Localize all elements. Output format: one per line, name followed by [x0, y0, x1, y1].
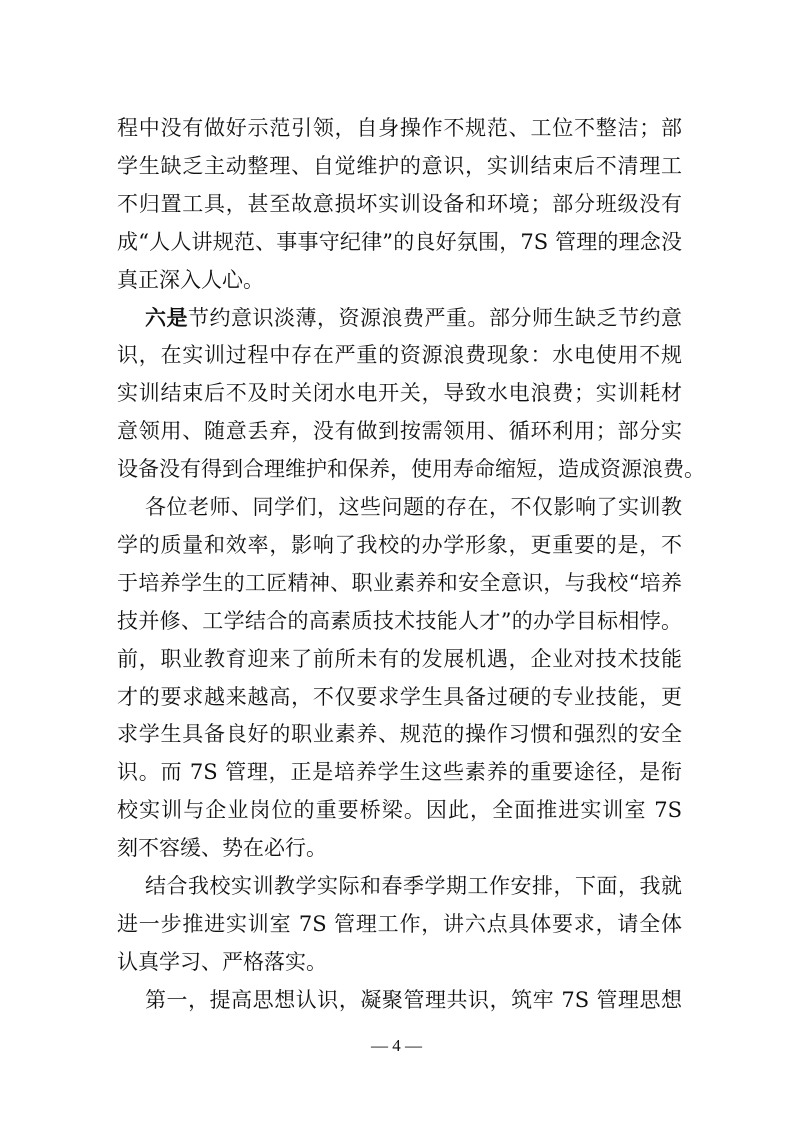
text-line [117, 829, 682, 867]
text-line [117, 678, 682, 716]
line-text: 学生缺乏主动整理、自觉维护的意识，实训结束后不清理工 [117, 153, 682, 178]
line-text: 前，职业教育迎来了前所未有的发展机遇，企业对技术技能 [117, 646, 682, 671]
line-text: 结合我校实训教学实际和春季学期工作安排，下面，我就 [145, 874, 682, 898]
text-line [117, 147, 682, 185]
text-line [145, 299, 682, 337]
line-text: 节约意识淡薄，资源浪费严重。部分师生缺乏节约意 [188, 305, 682, 330]
text-line [117, 526, 682, 564]
text-line [117, 412, 682, 450]
line-text: 成“人人讲规范、事事守纪律”的良好氛围，7S 管理的理念没 [117, 229, 682, 254]
text-line [145, 981, 682, 1019]
line-text: 设备没有得到合理维护和保养，使用寿命缩短，造成资源浪费。 [117, 457, 705, 482]
text-line [145, 488, 682, 526]
line-text: 各位老师、同学们，这些问题的存在，不仅影响了实训教 [145, 495, 682, 519]
text-line [117, 374, 682, 412]
page-number: — 4 — [371, 1036, 422, 1055]
text-line [117, 905, 682, 943]
line-text: 不归置工具，甚至故意损坏实训设备和环境；部分班级没有 [117, 191, 682, 216]
line-text: 实训结束后不及时关闭水电开关，导致水电浪费；实训耗材 [117, 381, 682, 406]
line-text: 第一，提高思想认识，凝聚管理共识，筑牢 7S 管理思想 [145, 987, 682, 1012]
line-text: 刻不容缓、势在必行。 [117, 836, 327, 861]
line-text: 校实训与企业岗位的重要桥梁。因此，全面推进实训室 7S [117, 798, 682, 823]
text-line [117, 715, 682, 753]
text-line [117, 109, 682, 147]
text-line [117, 753, 682, 791]
text-line [145, 867, 682, 905]
bold-lead: 六是 [145, 304, 188, 330]
line-text: 才的要求越来越高，不仅要求学生具备过硬的专业技能，更 [117, 684, 682, 709]
line-text: 技并修、工学结合的高素质技术技能人才”的办学目标相悖。 [117, 608, 682, 633]
text-line [117, 261, 682, 299]
text-line [117, 450, 705, 488]
line-text: 意领用、随意丢弃，没有做到按需领用、循环利用；部分实 [117, 419, 682, 444]
line-text: 求学生具备良好的职业素养、规范的操作习惯和强烈的安全 [117, 722, 682, 747]
text-line [117, 791, 682, 829]
text-line [117, 564, 682, 602]
text-line [117, 223, 682, 261]
text-line [117, 602, 682, 640]
text-line [117, 943, 682, 981]
line-text: 进一步推进实训室 7S 管理工作，讲六点具体要求，请全体 [117, 911, 682, 936]
text-line [117, 640, 682, 678]
text-line [117, 336, 682, 374]
line-text: 程中没有做好示范引领，自身操作不规范、工位不整洁；部 [117, 116, 682, 140]
text-line [117, 185, 682, 223]
line-text: 认真学习、严格落实。 [117, 949, 327, 974]
line-text: 真正深入人心。 [117, 267, 264, 292]
line-text: 学的质量和效率，影响了我校的办学形象，更重要的是，不 [117, 532, 682, 557]
line-text: 识。而 7S 管理，正是培养学生这些素养的重要途径，是衔 [117, 760, 682, 785]
line-text: 识，在实训过程中存在严重的资源浪费现象：水电使用不规 [117, 343, 682, 368]
line-text: 于培养学生的工匠精神、职业素养和安全意识，与我校“培养 [117, 570, 682, 595]
